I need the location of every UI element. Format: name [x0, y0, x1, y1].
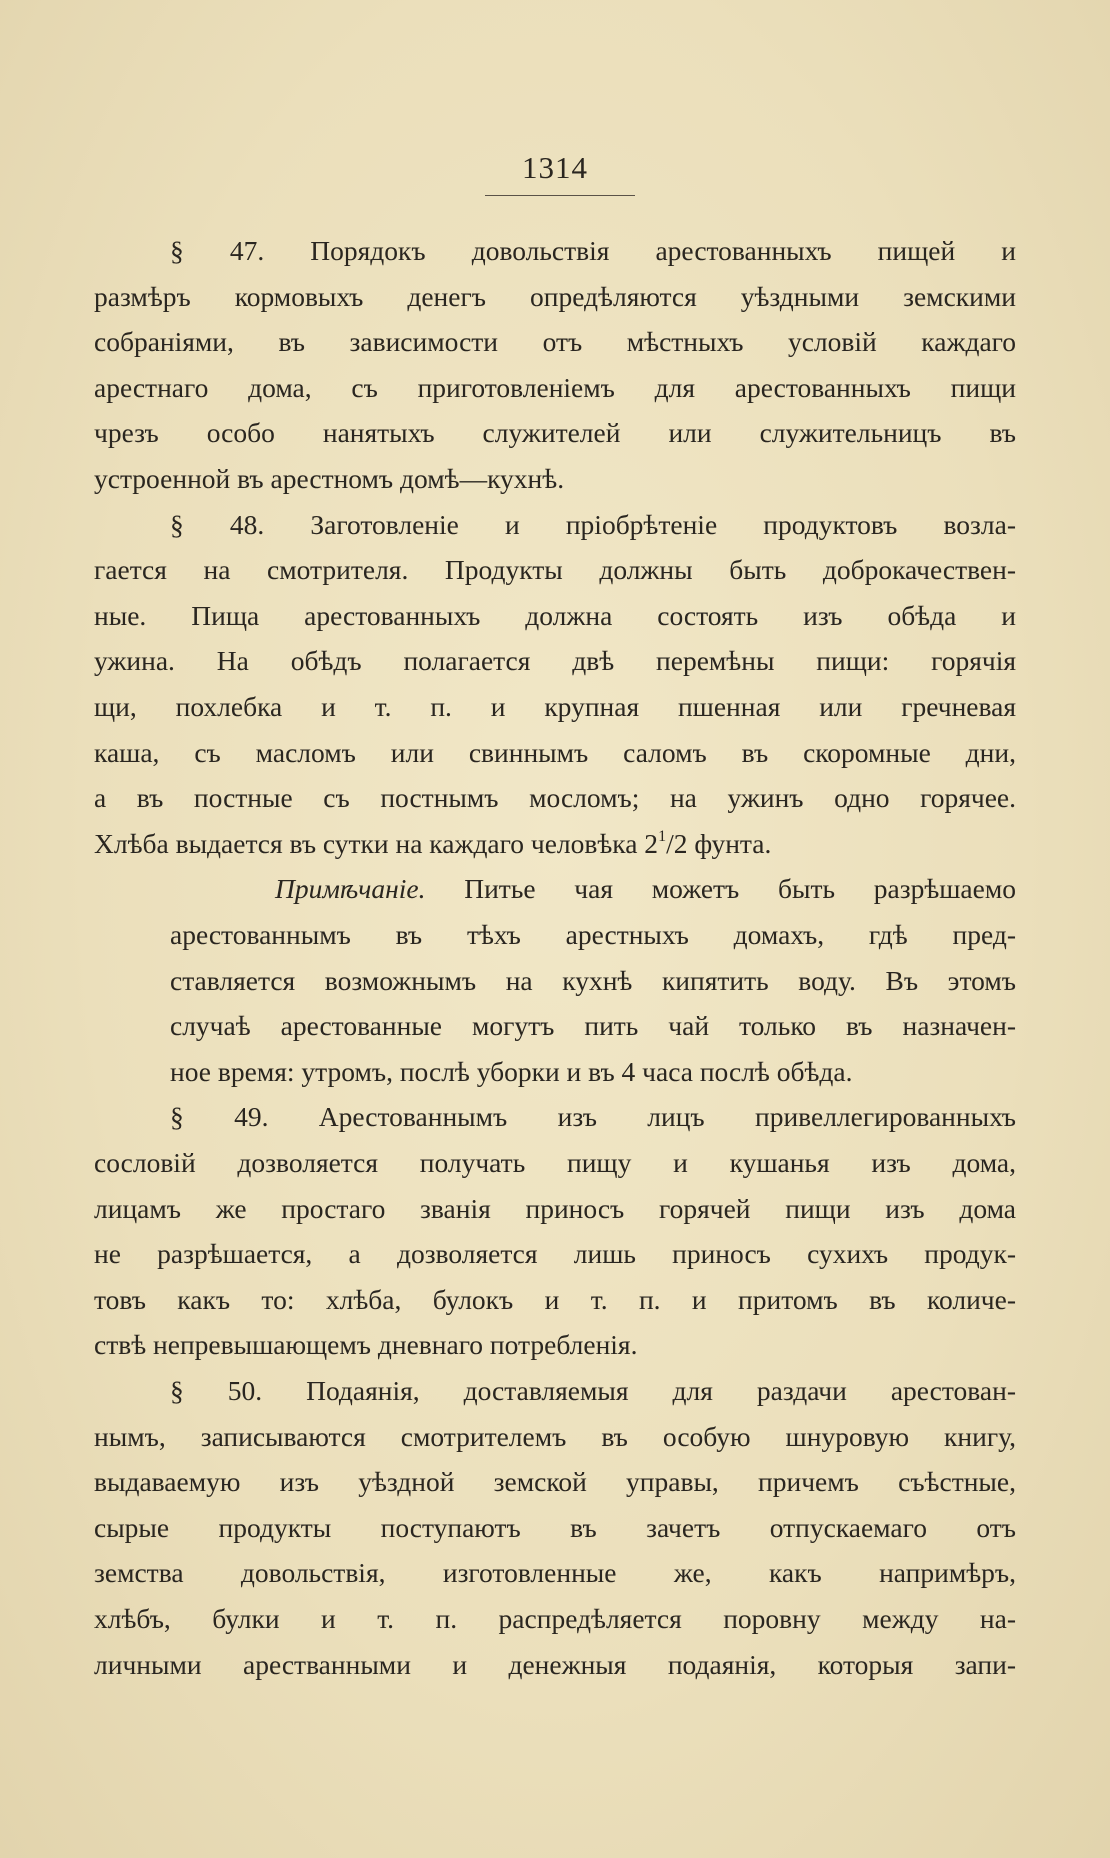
line-text: ужина. На обѣдъ полагается двѣ перемѣны пищи: горячія	[94, 645, 1016, 677]
line-text: ное время: утромъ, послѣ уборки и въ 4 часа послѣ обѣда.	[170, 1055, 853, 1087]
line-text: ствѣ непревышающемъ дневнаго потребленія.	[94, 1329, 638, 1361]
line-text: ставляется возможнымъ на кухнѣ кипятить воду. Въ этомъ	[170, 964, 1016, 996]
text-line	[94, 1459, 1016, 1505]
line-text: арестованнымъ въ тѣхъ арестныхъ домахъ, гдѣ пред-	[170, 919, 1016, 950]
text-line	[94, 410, 1016, 456]
line-text: товъ какъ то: хлѣба, булокъ и т. п. и притомъ въ количе-	[94, 1283, 1016, 1315]
text-line	[94, 684, 1016, 730]
text-line	[170, 912, 1016, 958]
line-text: сословій дозволяется получать пищу и кушанья изъ дома,	[94, 1147, 1016, 1178]
line-text: сырые продукты поступаютъ въ зачетъ отпускаемаго отъ	[94, 1511, 1016, 1543]
text-line	[170, 502, 1016, 548]
line-text: хлѣбъ, булки и т. п. распредѣляется поровну между на-	[94, 1603, 1016, 1634]
text-line	[94, 1642, 1016, 1688]
text-line	[170, 958, 1016, 1004]
text-line	[94, 593, 1016, 639]
line-text: Хлѣба выдается въ сутки на каждаго человѣка 2	[94, 827, 659, 859]
line-text: а въ постные съ постнымъ мосломъ; на ужинъ одно горячее.	[94, 782, 1016, 814]
line-text: лицамъ же простаго званія приносъ горячей пищи изъ дома	[94, 1192, 1016, 1224]
line-text: § 50. Подаянія, доставляемыя для раздачи арестован-	[170, 1375, 1016, 1406]
text-line	[275, 866, 1016, 912]
line-text: каша, съ масломъ или свиннымъ саломъ въ скоромные дни,	[94, 736, 1016, 768]
line-text: устроенной въ арестномъ домѣ—кухнѣ.	[94, 463, 565, 494]
text-line	[94, 1277, 1016, 1323]
line-text: § 48. Заготовленіе и пріобрѣтеніе продуктовъ возла-	[170, 508, 1016, 540]
text-line	[94, 1550, 1016, 1596]
text-line	[94, 1414, 1016, 1460]
text-line	[94, 1140, 1016, 1186]
line-text: выдаваемую изъ уѣздной земской управы, причемъ съѣстные,	[94, 1466, 1016, 1498]
text-line	[170, 228, 1016, 274]
text-line	[170, 1049, 1016, 1095]
line-text: § 47. Порядокъ довольствія арестованныхъ пищей и	[170, 235, 1016, 266]
line-text: размѣръ кормовыхъ денегъ опредѣляются уѣздными земскими	[94, 280, 1016, 312]
line-text: земства довольствія, изготовленные же, какъ напримѣръ,	[94, 1557, 1016, 1589]
line-text: нымъ, записываются смотрителемъ въ особую шнуровую книгу,	[94, 1420, 1016, 1452]
text-line	[94, 1231, 1016, 1277]
note-label: Примѣчаніе.	[275, 873, 426, 905]
text-line	[94, 1186, 1016, 1232]
line-text: щи, похлебка и т. п. и крупная пшенная или гречневая	[94, 691, 1016, 722]
text-line	[94, 1322, 1016, 1368]
line-text: личными арестванными и денежныя подаянія, которыя запи-	[94, 1648, 1016, 1680]
line-text: § 49. Арестованнымъ изъ лицъ привеллегированныхъ	[170, 1101, 1016, 1133]
line-text: чрезъ особо нанятыхъ служителей или служительницъ въ	[94, 417, 1016, 449]
text-line	[94, 547, 1016, 593]
line-text: Питье чая можетъ быть разрѣшаемо	[425, 873, 1016, 905]
text-line	[94, 365, 1016, 411]
text-line	[94, 638, 1016, 684]
line-text: арестнаго дома, съ приготовленіемъ для арестованныхъ пищи	[94, 371, 1016, 403]
text-line	[94, 1505, 1016, 1551]
line-text: ные. Пища арестованныхъ должна состоять изъ обѣда и	[94, 599, 1016, 631]
text-line	[94, 775, 1016, 821]
text-line	[94, 456, 1016, 502]
text-line	[94, 274, 1016, 320]
text-line	[94, 1596, 1016, 1642]
line-text: собраніями, въ зависимости отъ мѣстныхъ условій каждаго	[94, 326, 1016, 358]
fraction-numerator: 1	[658, 827, 667, 845]
text-line	[170, 1368, 1016, 1414]
text-line	[94, 730, 1016, 776]
text-line	[94, 319, 1016, 365]
text-line	[170, 1094, 1016, 1140]
text-line	[94, 821, 1016, 867]
line-text: не разрѣшается, а дозволяется лишь приносъ сухихъ продук-	[94, 1238, 1016, 1270]
line-text: случаѣ арестованные могутъ пить чай только въ назначен-	[170, 1010, 1016, 1042]
text-line	[170, 1003, 1016, 1049]
page-number: 1314	[522, 150, 588, 185]
line-text: гается на смотрителя. Продукты должны быть доброкачествен-	[94, 554, 1016, 586]
page-number-rule	[485, 195, 635, 196]
line-text-after: /2 фунта.	[666, 827, 772, 859]
